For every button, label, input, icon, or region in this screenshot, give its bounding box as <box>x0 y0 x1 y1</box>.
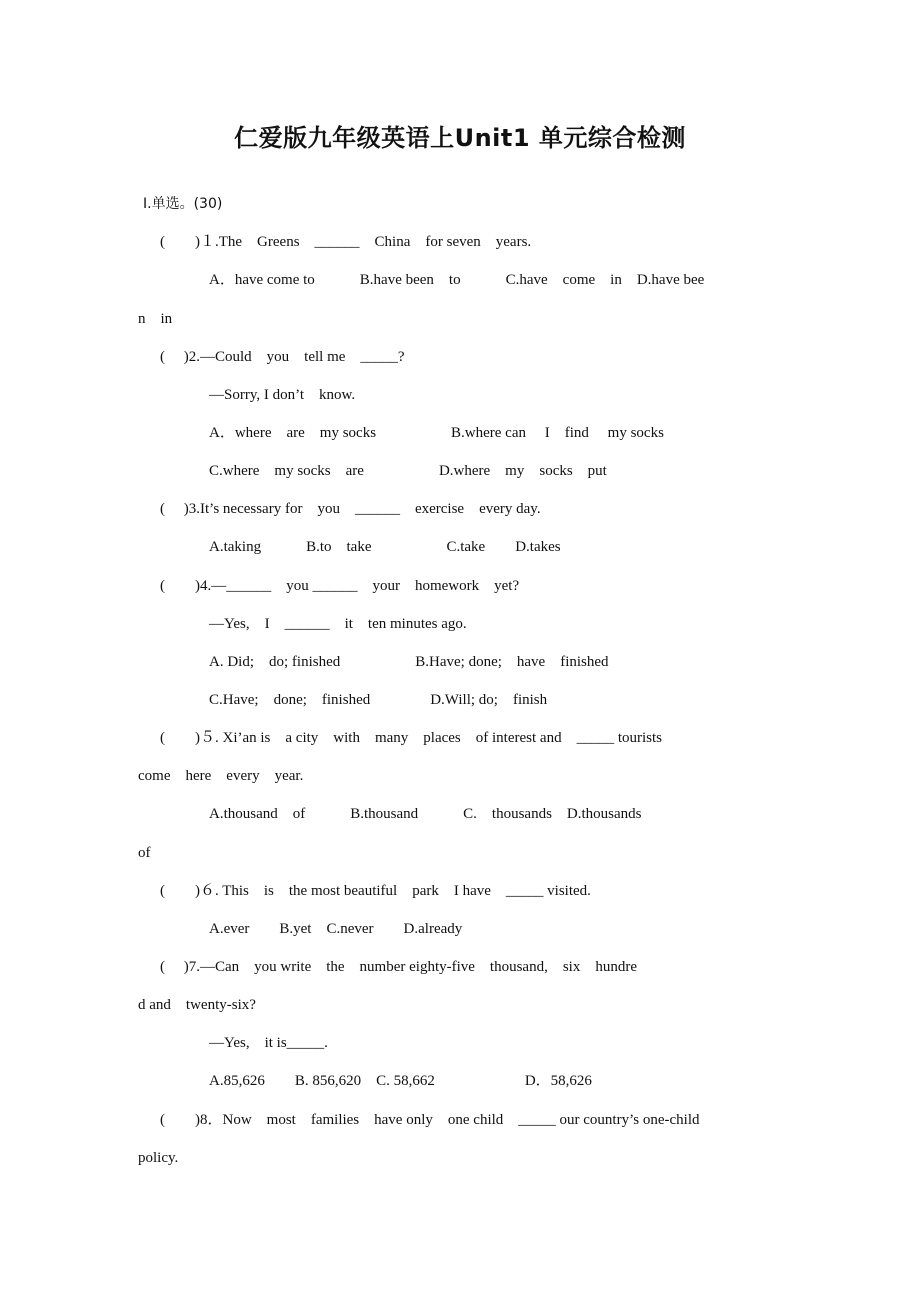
section-heading: Ⅰ.单选。(30) <box>143 196 223 212</box>
question-1: ( )１.The Greens ______ China for seven years. <box>160 234 532 250</box>
question-4: ( )4.—______ you ______ your homework yet? <box>160 578 520 594</box>
question-8: ( )8．Now most families have only one child _____ our country’s one-child <box>160 1112 700 1128</box>
question-5-options-cont: of <box>138 845 151 861</box>
question-2-options-ab: A．where are my socks B.where can I find my socks <box>209 425 664 441</box>
question-7: ( )7.—Can you write the number eighty-five thousand, six hundre <box>160 959 637 975</box>
question-4-options-cd: C.Have; done; finished D.Will; do; finish <box>209 692 548 708</box>
question-2-reply: —Sorry, I don’t know. <box>209 387 356 403</box>
question-1-options: A．have come to B.have been to C.have come in D.have bee <box>209 272 705 288</box>
question-5: ( )５. Xi’an is a city with many places of interest and _____ tourists <box>160 730 662 746</box>
question-3-options: A.taking B.to take C.take D.takes <box>209 539 561 555</box>
question-2-options-cd: C.where my socks are D.where my socks put <box>209 463 607 479</box>
question-4-reply: —Yes, I ______ it ten minutes ago. <box>209 616 467 632</box>
page-title: 仁爱版九年级英语上Unit1 单元综合检测 <box>234 124 686 152</box>
question-8-cont: policy. <box>138 1150 179 1166</box>
question-6-options: A.ever B.yet C.never D.already <box>209 921 463 937</box>
question-7-options: A.85,626 B. 856,620 C. 58,662 D．58,626 <box>209 1073 592 1089</box>
question-5-cont: come here every year. <box>138 768 304 784</box>
question-6: ( )６. This is the most beautiful park I have _____ visited. <box>160 883 591 899</box>
question-5-options: A.thousand of B.thousand C. thousands D.thousands <box>209 806 642 822</box>
question-7-cont: d and twenty-six? <box>138 997 256 1013</box>
question-4-options-ab: A. Did; do; finished B.Have; done; have finished <box>209 654 609 670</box>
question-1-options-cont: n in <box>138 311 173 327</box>
question-2: ( )2.—Could you tell me _____? <box>160 349 405 365</box>
question-3: ( )3.It’s necessary for you ______ exercise every day. <box>160 501 541 517</box>
question-7-reply: —Yes, it is_____. <box>209 1035 328 1051</box>
